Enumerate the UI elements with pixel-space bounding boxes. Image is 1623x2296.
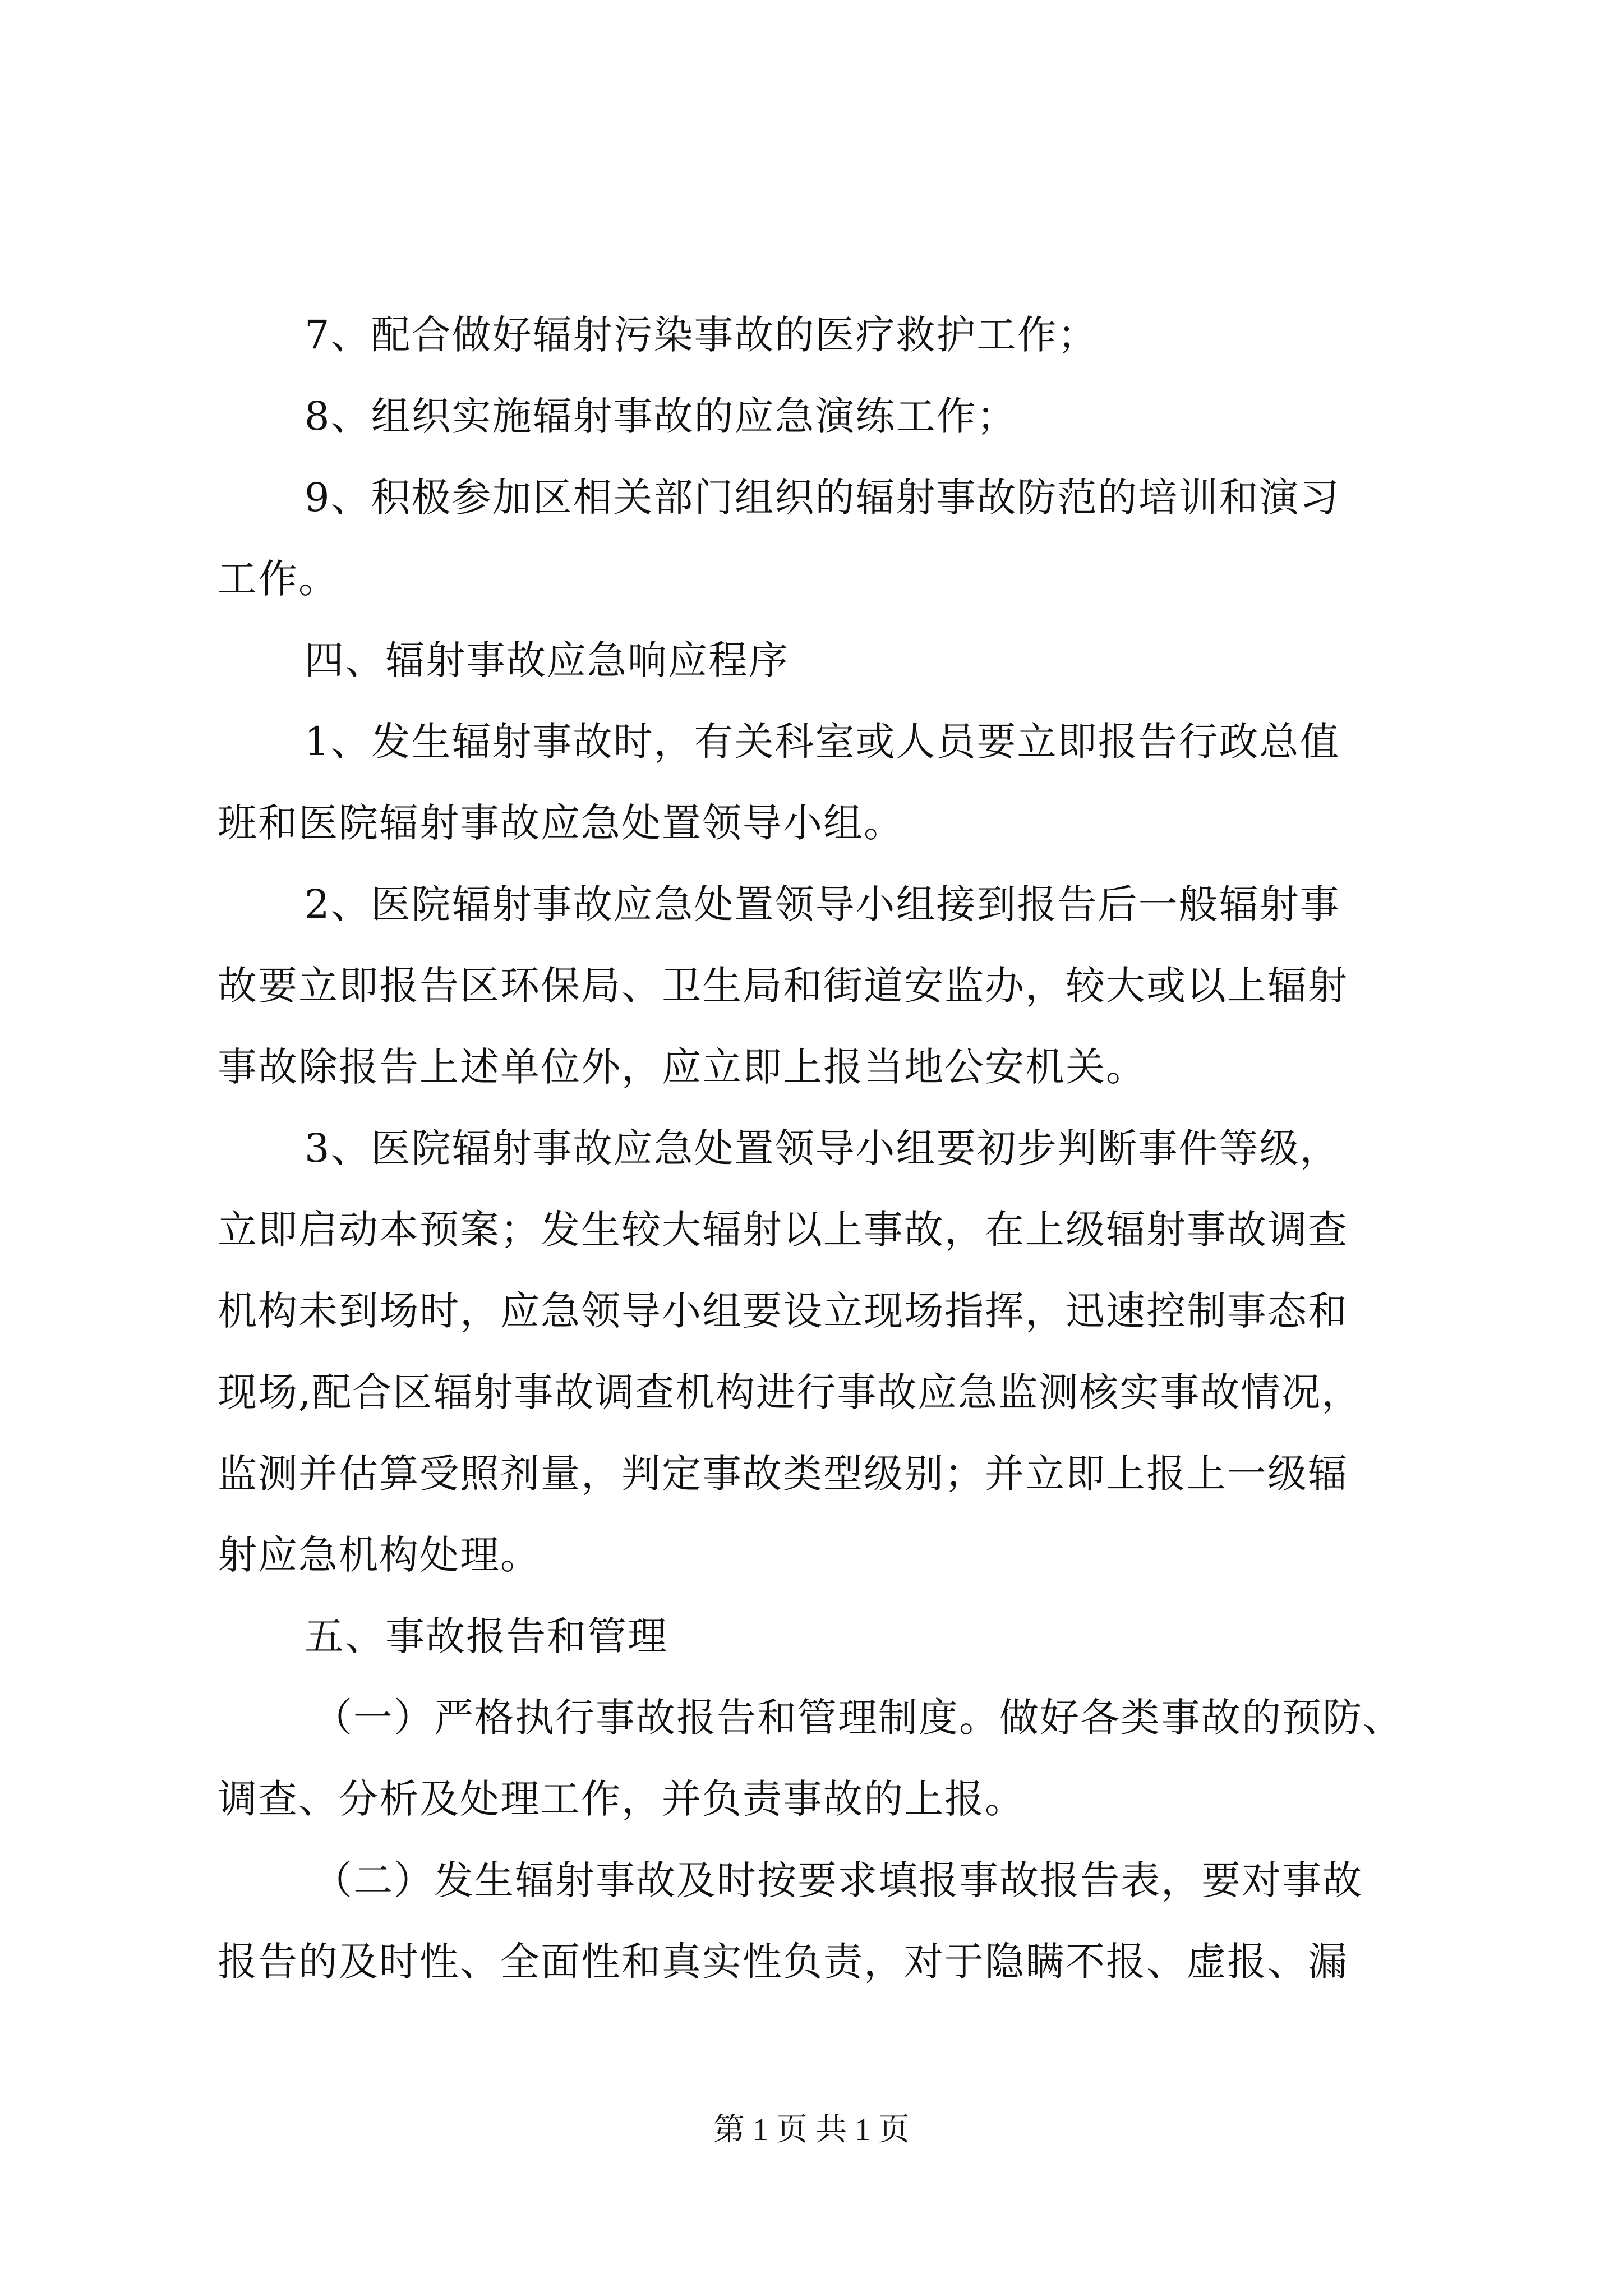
section-heading: 四、辐射事故应急响应程序 [305, 637, 789, 683]
paragraph-line: 报告的及时性、全面性和真实性负责，对于隐瞒不报、虚报、漏 [218, 1939, 1348, 1985]
paragraph-line: 监测并估算受照剂量，判定事故类型级别；并立即上报上一级辐 [218, 1451, 1348, 1497]
document-body [218, 295, 1426, 2003]
paragraph-line: 8、组织实施辐射事故的应急演练工作； [305, 393, 1017, 439]
paragraph-line: 调查、分析及处理工作，并负责事故的上报。 [218, 1776, 1025, 1822]
paragraph-line: （二）发生辐射事故及时按要求填报事故报告表，要对事故 [313, 1857, 1363, 1903]
paragraph-line: （一）严格执行事故报告和管理制度。做好各类事故的预防、 [313, 1695, 1403, 1741]
paragraph-line: 9、积极参加区相关部门组织的辐射事故防范的培训和演习 [305, 475, 1340, 521]
paragraph-line: 射应急机构处理。 [218, 1532, 541, 1578]
paragraph-line: 工作。 [218, 556, 339, 602]
paragraph-line: 事故除报告上述单位外，应立即上报当地公安机关。 [218, 1044, 1146, 1090]
paragraph-line: 3、医院辐射事故应急处置领导小组要初步判断事件等级， [305, 1125, 1340, 1171]
paragraph-line: 7、配合做好辐射污染事故的医疗救护工作； [305, 312, 1098, 358]
paragraph-line: 1、发生辐射事故时，有关科室或人员要立即报告行政总值 [305, 719, 1340, 765]
paragraph-line: 机构未到场时，应急领导小组要设立现场指挥，迅速控制事态和 [218, 1288, 1348, 1334]
paragraph-line: 立即启动本预案；发生较大辐射以上事故，在上级辐射事故调查 [218, 1207, 1348, 1253]
paragraph-line: 2、医院辐射事故应急处置领导小组接到报告后一般辐射事 [305, 881, 1340, 927]
paragraph-line: 现场,配合区辐射事故调查机构进行事故应急监测核实事故情况， [218, 1369, 1362, 1415]
paragraph-line: 班和医院辐射事故应急处置领导小组。 [218, 800, 904, 846]
page-footer: 第 1 页 共 1 页 [713, 2113, 910, 2147]
section-heading: 五、事故报告和管理 [305, 1613, 668, 1659]
paragraph-line: 故要立即报告区环保局、卫生局和街道安监办，较大或以上辐射 [218, 963, 1348, 1009]
